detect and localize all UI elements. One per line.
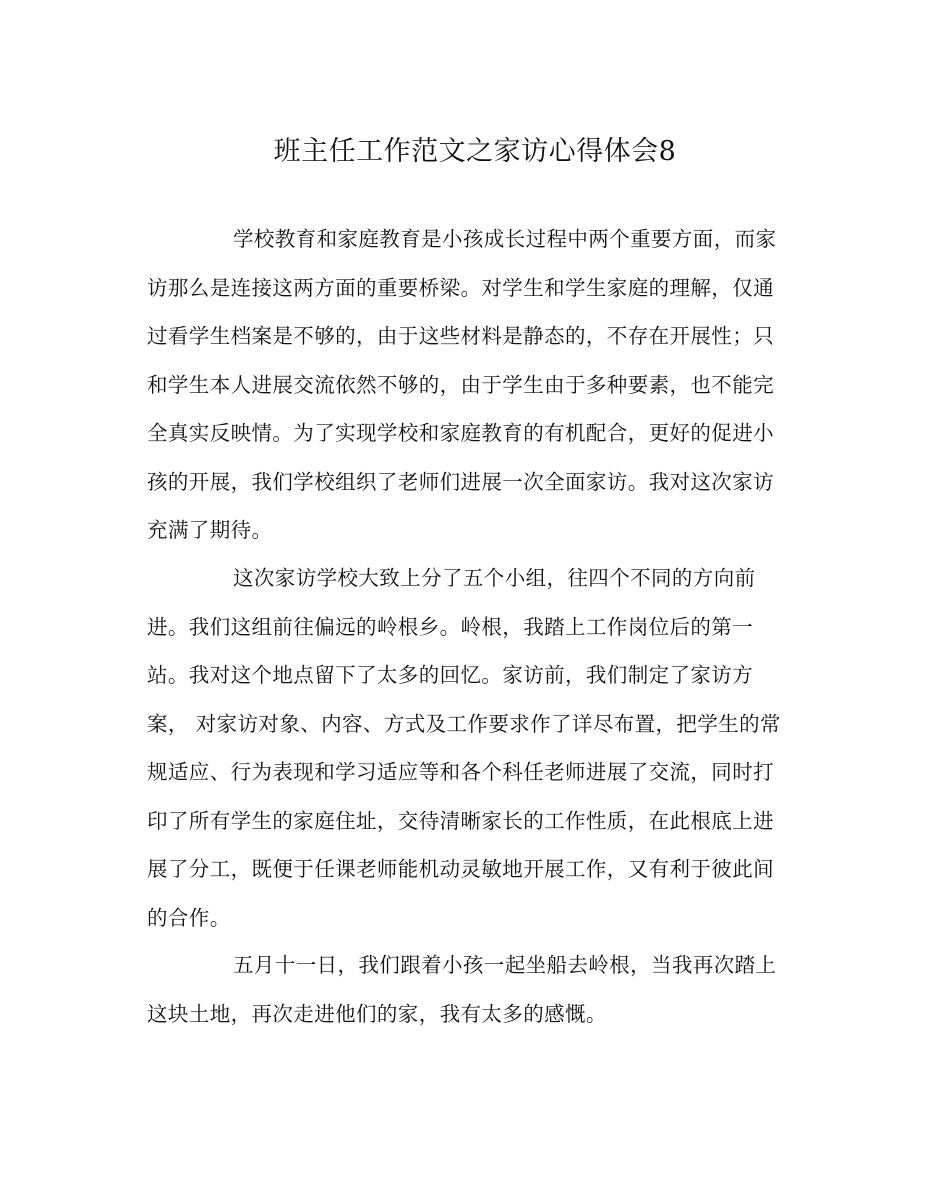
- paragraph-1: [147, 215, 802, 555]
- paragraph-line: 访那么是连接这两方面的重要桥梁。对学生和学生家庭的理解，仅通: [147, 275, 774, 300]
- paragraph-line: 充满了期待。: [147, 518, 273, 542]
- paragraph-line: 过看学生档案是不够的，由于这些材料是静态的，不存在开展性；只: [147, 324, 774, 348]
- document-title: 班主任工作范文之家访心得体会8: [273, 136, 677, 167]
- paragraph-line: 五月十一日，我们跟着小孩一起坐船去岭根，当我再次踏上: [233, 953, 777, 977]
- paragraph-3: [147, 941, 802, 1038]
- paragraph-line: 展了分工，既便于任课老师能机动灵敏地开展工作，又有利于彼此间: [147, 857, 774, 881]
- paragraph-line: 这块土地，再次走进他们的家，我有太多的感慨。: [147, 1001, 607, 1026]
- paragraph-line: 站。我对这个地点留下了太多的回忆。家访前，我们制定了家访方: [147, 663, 754, 687]
- paragraph-line: 的合作。: [147, 905, 231, 930]
- paragraph-line: 这次家访学校大致上分了五个小组，往四个不同的方向前: [233, 566, 756, 590]
- paragraph-line: 案， 对家访对象、内容、方式及工作要求作了详尽布置，把学生的常: [147, 711, 781, 736]
- paragraph-line: 规适应、行为表现和学习适应等和各个科任老师进展了交流，同时打: [147, 760, 774, 784]
- paragraph-line: 印了所有学生的家庭住址，交待清晰家长的工作性质，在此根底上进: [147, 808, 774, 833]
- paragraph-line: 学校教育和家庭教育是小孩成长过程中两个重要方面，而家: [233, 227, 777, 251]
- paragraph-line: 进。我们这组前往偏远的岭根乡。岭根，我踏上工作岗位后的第一: [147, 614, 754, 639]
- paragraph-line: 和学生本人进展交流依然不够的，由于学生由于多种要素，也不能完: [147, 372, 774, 397]
- paragraph-line: 全真实反映情。为了实现学校和家庭教育的有机配合，更好的促进小: [147, 421, 774, 445]
- paragraph-line: 孩的开展，我们学校组织了老师们进展一次全面家访。我对这次家访: [147, 469, 774, 494]
- paragraph-2: [147, 554, 802, 942]
